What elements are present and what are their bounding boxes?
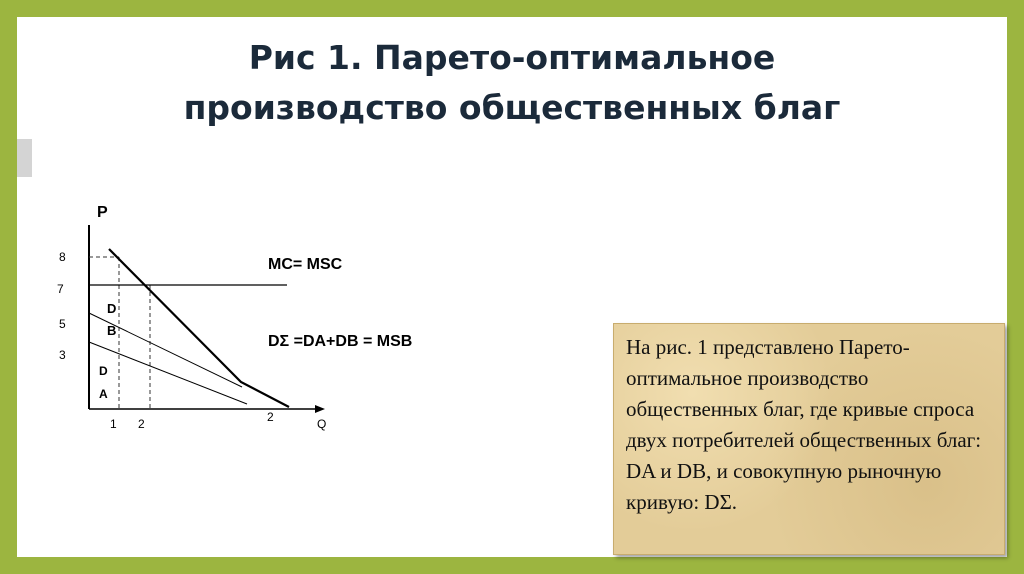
- x-tick-2-end: 2: [267, 410, 274, 424]
- curve-label-da-a: A: [99, 387, 108, 401]
- aggregate-demand-line: [109, 249, 289, 407]
- y-tick-5: 5: [59, 317, 66, 331]
- y-tick-3: 3: [59, 348, 66, 362]
- slide-title-line-2: производство общественных благ: [183, 88, 841, 127]
- curve-label-db-d: D: [107, 301, 117, 316]
- x-tick-2: 2: [138, 417, 145, 431]
- curve-label-da-d: D: [99, 364, 108, 378]
- y-tick-8: 8: [59, 250, 66, 264]
- slide: [17, 17, 1007, 557]
- explanation-text: На рис. 1 представлено Парето-оптимальное производство общественных благ, где кривые спроса двух потребителей общественных благ: DA и DB, и совокупную рыночную кривую: DΣ.: [626, 335, 982, 514]
- x-tick-1: 1: [110, 417, 117, 431]
- x-axis-arrow: [315, 405, 325, 413]
- curve-label-db-b: B: [107, 323, 117, 338]
- explanation-textbox: [613, 323, 1005, 555]
- y-axis-label: P: [97, 204, 108, 221]
- x-axis-label: Q: [317, 417, 327, 431]
- slide-title-line-1: Рис 1. Парето-оптимальное: [248, 38, 776, 77]
- aggregate-demand-label: DΣ =DA+DB = MSB: [268, 333, 413, 350]
- mc-label: MC= MSC: [268, 256, 343, 273]
- y-tick-7: 7: [57, 282, 64, 296]
